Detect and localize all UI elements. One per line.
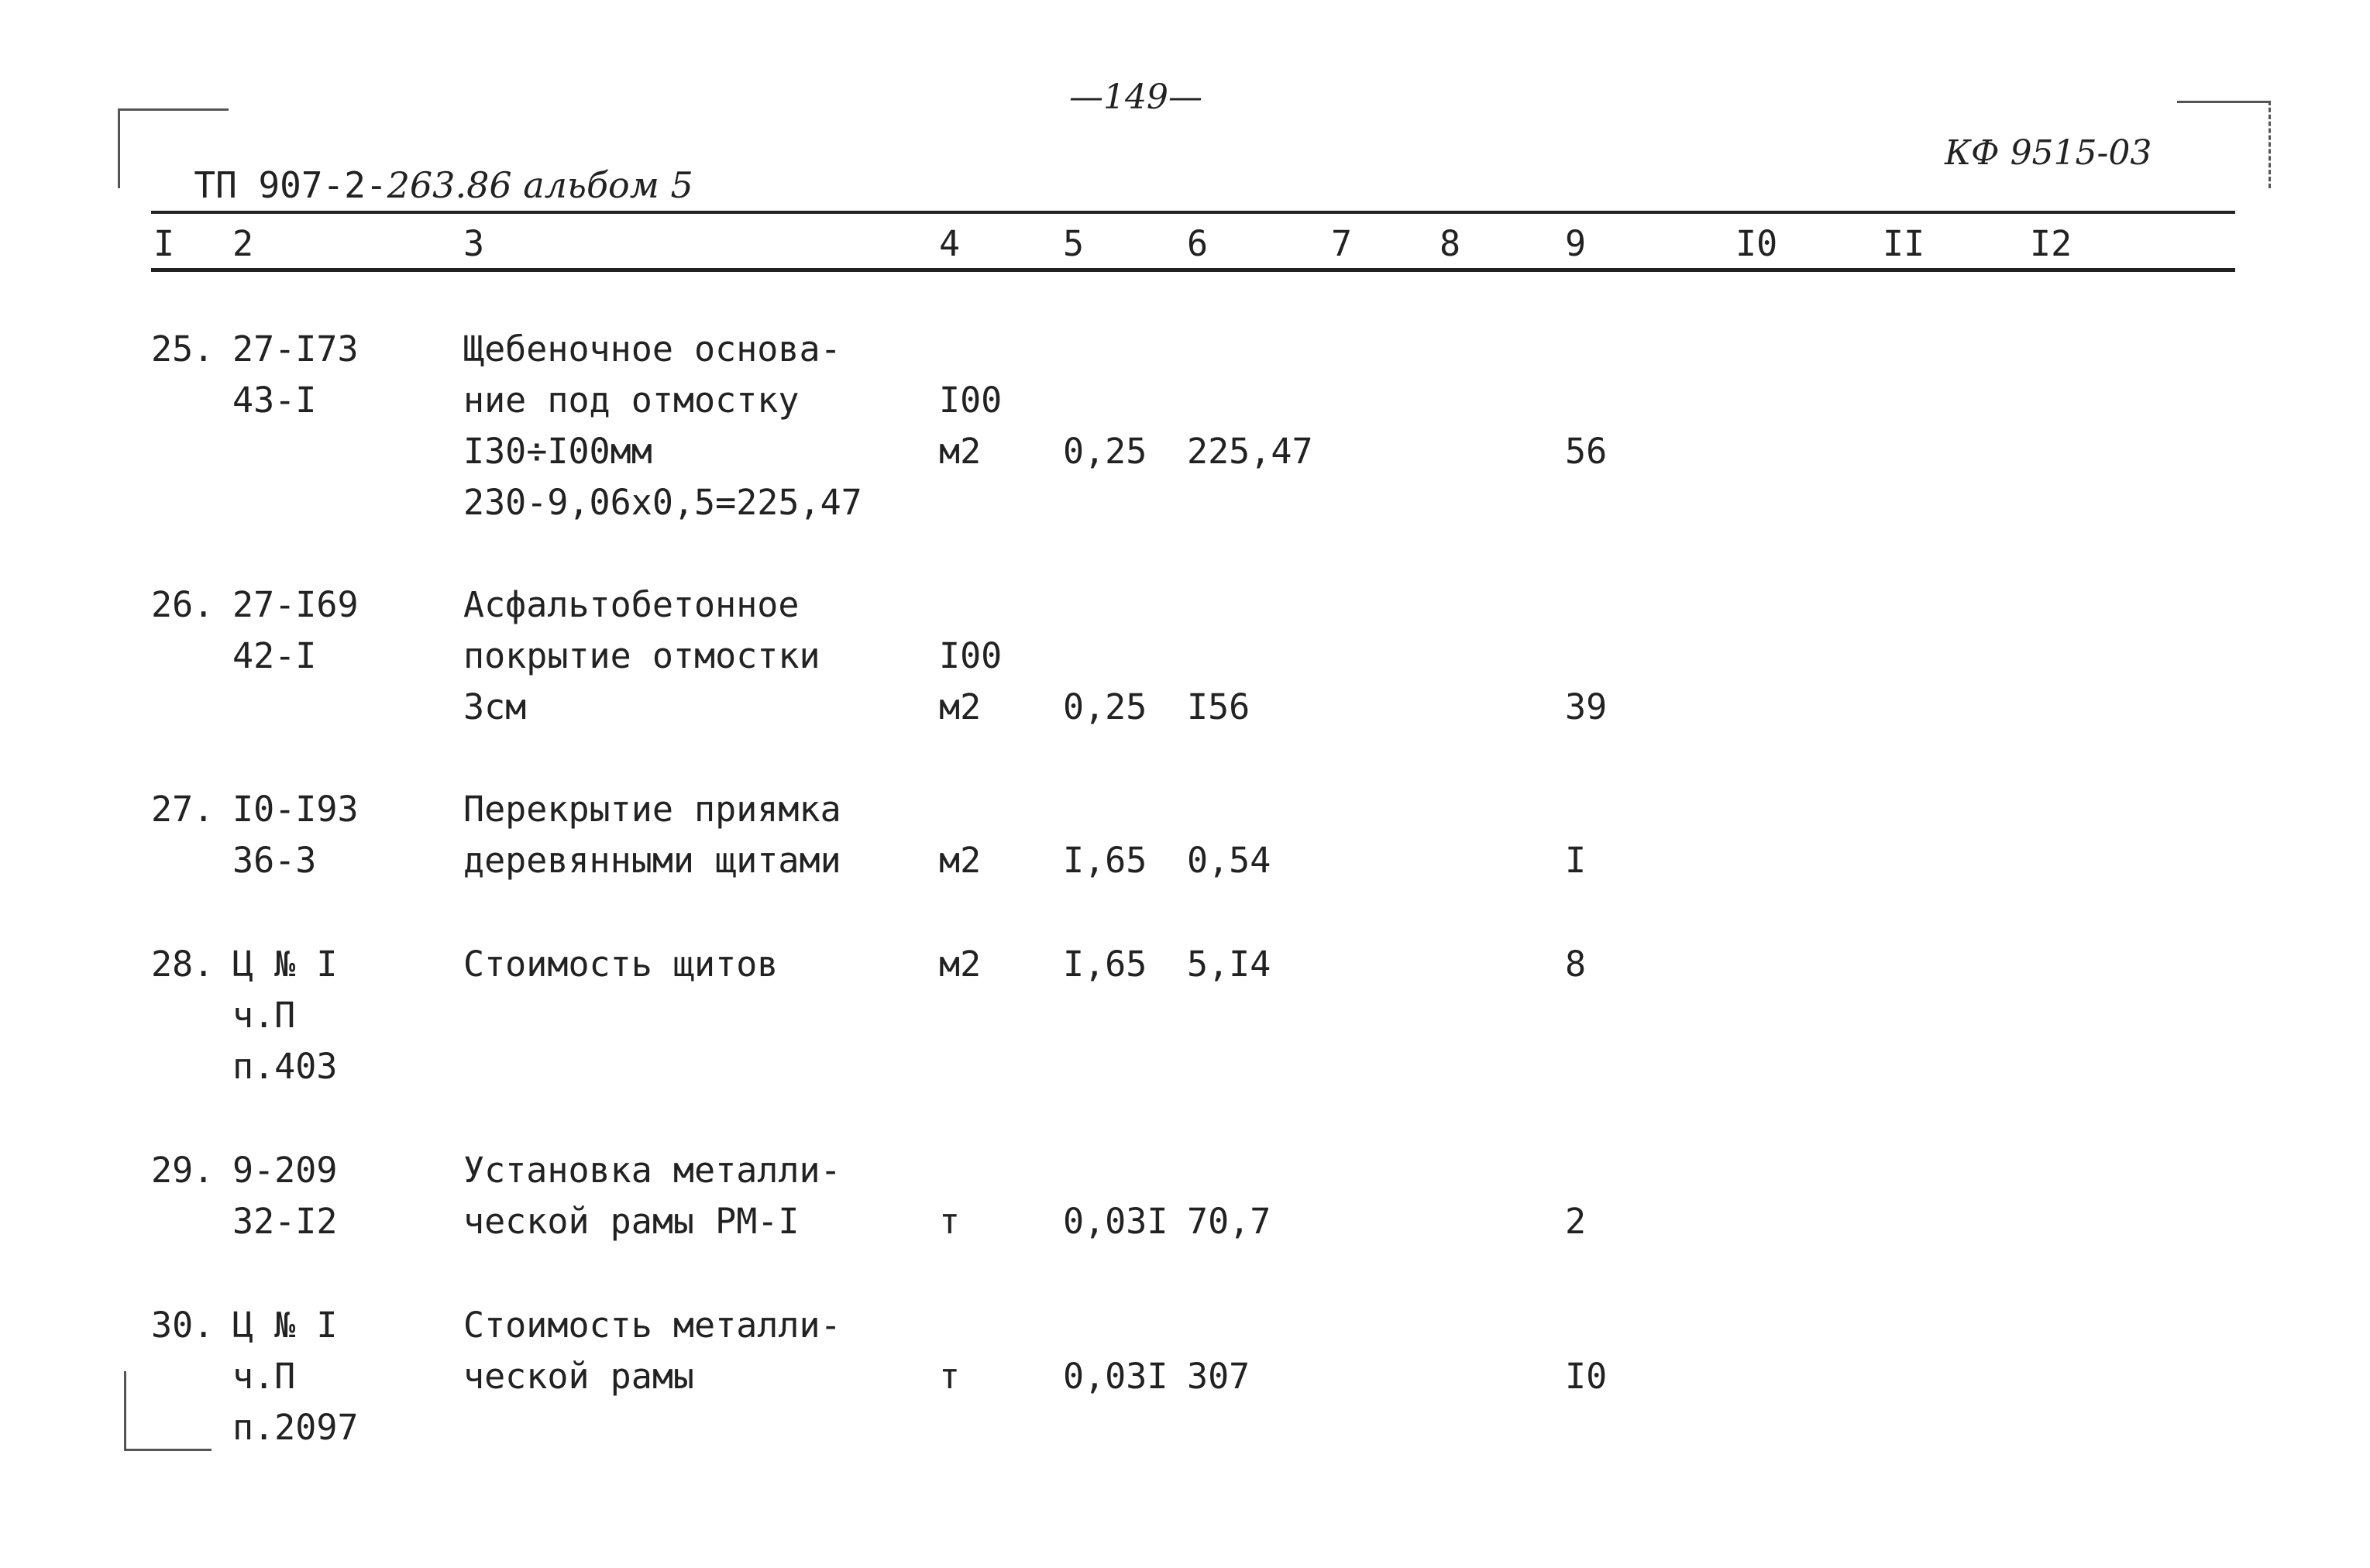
- unit-price: 5,I4: [1187, 944, 1271, 985]
- row-number: 26.: [151, 584, 215, 625]
- rate-code-line: 27-I69: [232, 584, 359, 625]
- column-header-9: 9: [1565, 223, 1587, 264]
- total-cost: I: [1565, 840, 1587, 881]
- column-header-3: 3: [463, 223, 485, 264]
- rate-code-line: Ц № I: [232, 1305, 338, 1346]
- unit-line: м2: [939, 686, 982, 727]
- header-rule-bottom: [151, 268, 2235, 272]
- unit-price: I56: [1187, 686, 1250, 727]
- work-description-line: I30÷I00мм: [463, 431, 652, 472]
- row-number: 28.: [151, 944, 215, 985]
- rate-code-line: I0-I93: [232, 789, 359, 830]
- rate-code-line: 36-3: [232, 840, 317, 881]
- rate-code-line: ч.П: [232, 1356, 296, 1397]
- document-code-printed: ТП 907-2-: [194, 164, 387, 206]
- rate-code-line: 27-I73: [232, 328, 359, 370]
- column-header-2: 2: [232, 223, 254, 264]
- row-number: 27.: [151, 789, 215, 830]
- quantity: I,65: [1063, 944, 1147, 985]
- row-number: 25.: [151, 328, 215, 370]
- rate-code-line: Ц № I: [232, 944, 338, 985]
- quantity: 0,25: [1063, 431, 1147, 472]
- column-header-12: I2: [2030, 223, 2072, 264]
- unit-line: м2: [939, 944, 982, 985]
- column-header-6: 6: [1187, 223, 1209, 264]
- document-code-handwritten: 263.86 альбом 5: [387, 164, 693, 206]
- column-header-7: 7: [1331, 223, 1353, 264]
- rate-code-line: ч.П: [232, 995, 296, 1036]
- work-description-line: Перекрытие приямка: [463, 789, 841, 830]
- work-description-line: Щебеночное основа-: [463, 328, 841, 370]
- work-description-line: ческой рамы: [463, 1356, 695, 1397]
- quantity: 0,03I: [1063, 1356, 1168, 1397]
- quantity: 0,25: [1063, 686, 1147, 727]
- rate-code-line: п.403: [232, 1046, 338, 1087]
- rate-code-line: 9-209: [232, 1150, 338, 1191]
- row-number: 30.: [151, 1305, 215, 1346]
- column-header-4: 4: [939, 223, 961, 264]
- document-code: [151, 122, 693, 206]
- total-cost: 2: [1565, 1201, 1587, 1242]
- work-description-line: Стоимость щитов: [463, 944, 779, 985]
- column-header-11: II: [1883, 223, 1925, 264]
- frame-bottom-left-mark: [124, 1371, 212, 1451]
- unit-price: 307: [1187, 1356, 1250, 1397]
- rate-code-line: 42-I: [232, 635, 317, 676]
- unit-line: т: [939, 1356, 961, 1397]
- rate-code-line: 43-I: [232, 380, 317, 421]
- work-description-line: Стоимость металли-: [463, 1305, 841, 1346]
- work-description-line: Асфальтобетонное: [463, 584, 800, 625]
- total-cost: 39: [1565, 686, 1608, 727]
- unit-line: м2: [939, 840, 982, 881]
- unit-line: I00: [939, 380, 1003, 421]
- quantity: I,65: [1063, 840, 1147, 881]
- column-header-8: 8: [1440, 223, 1461, 264]
- unit-line: м2: [939, 431, 982, 472]
- column-header-10: I0: [1735, 223, 1778, 264]
- sheet-code: КФ 9515-03: [1945, 133, 2152, 173]
- quantity: 0,03I: [1063, 1201, 1168, 1242]
- unit-line: I00: [939, 635, 1003, 676]
- unit-price: 0,54: [1187, 840, 1271, 881]
- work-description-line: ческой рамы РМ-I: [463, 1201, 800, 1242]
- header-rule-top: [151, 211, 2235, 214]
- work-description-line: 230-9,06x0,5=225,47: [463, 482, 862, 523]
- rate-code-line: п.2097: [232, 1407, 359, 1448]
- unit-price: 225,47: [1187, 431, 1313, 472]
- work-description-line: покрытие отмостки: [463, 635, 820, 676]
- work-description-line: деревянными щитами: [463, 840, 841, 881]
- total-cost: 8: [1565, 944, 1587, 985]
- row-number: 29.: [151, 1150, 215, 1191]
- total-cost: 56: [1565, 431, 1608, 472]
- work-description-line: ние под отмостку: [463, 380, 800, 421]
- work-description-line: 3см: [463, 686, 527, 727]
- unit-price: 70,7: [1187, 1201, 1271, 1242]
- rate-code-line: 32-I2: [232, 1201, 338, 1242]
- total-cost: I0: [1565, 1356, 1608, 1397]
- frame-top-right-corner: [2177, 101, 2271, 188]
- work-description-line: Установка металли-: [463, 1150, 841, 1191]
- column-header-1: I: [153, 223, 175, 264]
- page-number: —149—: [1069, 77, 1202, 117]
- unit-line: т: [939, 1201, 961, 1242]
- column-header-5: 5: [1063, 223, 1085, 264]
